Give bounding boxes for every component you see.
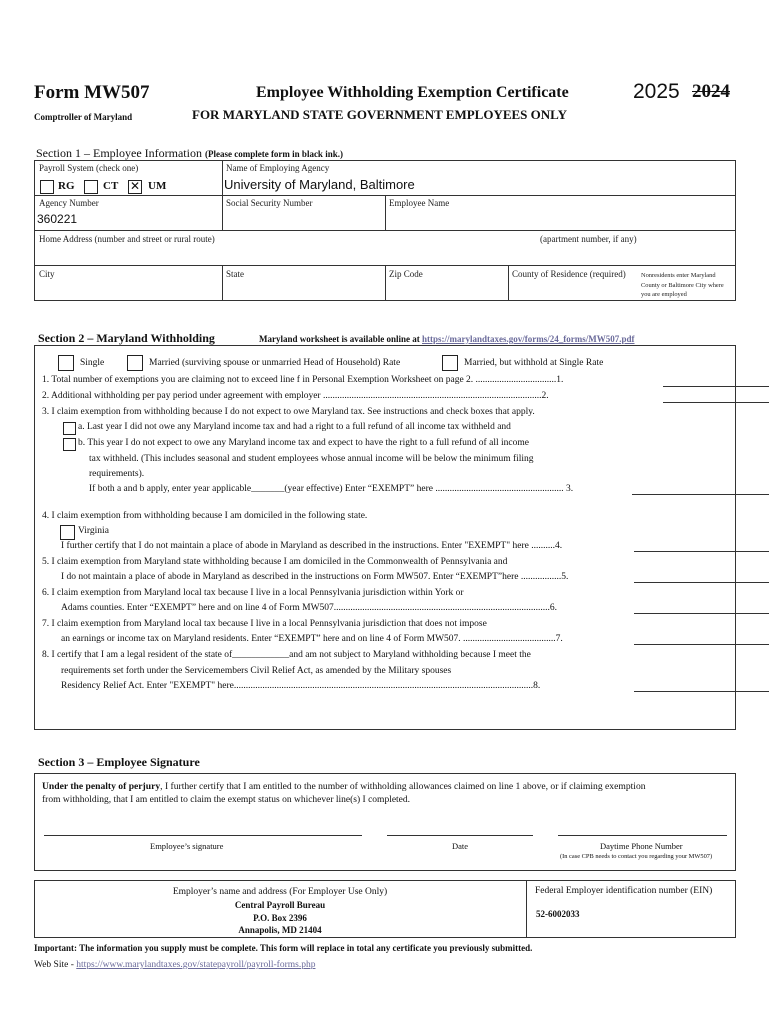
agency-number-field[interactable]: 360221 bbox=[37, 212, 78, 226]
zip-field[interactable] bbox=[387, 280, 505, 299]
line6-field[interactable] bbox=[634, 613, 769, 614]
line2-field[interactable] bbox=[663, 402, 769, 403]
line3c-text: If both a and b apply, enter year applicable_______(year effective) Enter “EXEMPT” here ...................................................... 3. bbox=[89, 484, 574, 494]
year-current: 2025 bbox=[633, 80, 680, 103]
employer-po-box: P.O. Box 2396 bbox=[253, 913, 307, 923]
county-label: County of Residence (required) bbox=[512, 269, 626, 279]
line2-text: 2. Additional withholding per pay period under agreement with employer ............................................................................................2. bbox=[42, 391, 549, 401]
line3a-checkbox[interactable] bbox=[63, 422, 76, 435]
line6b-text: Adams counties. Enter “EXEMPT” here and on line 4 of Form MW507...........................................................................................6. bbox=[61, 603, 558, 613]
perjury-bold: Under the penalty of perjury bbox=[42, 781, 161, 792]
line3a-text: a. Last year I did not owe any Maryland income tax and had a right to a full refund of all income tax withheld and bbox=[78, 422, 511, 432]
section1-heading bbox=[36, 146, 343, 161]
line8b-text: requirements set forth under the Servicemembers Civil Relief Act, as amended by the Military spouses bbox=[61, 666, 452, 676]
ein-value: 52-6002033 bbox=[536, 909, 580, 919]
website-link[interactable]: https://www.marylandtaxes.gov/statepayroll/payroll-forms.php bbox=[76, 960, 316, 970]
form-subtitle: FOR MARYLAND STATE GOVERNMENT EMPLOYEES ONLY bbox=[192, 107, 568, 122]
agency-name: Comptroller of Maryland bbox=[34, 112, 133, 122]
line4-virginia-checkbox[interactable] bbox=[60, 525, 75, 540]
payroll-um-label: UM bbox=[148, 180, 167, 192]
employing-agency-label: Name of Employing Agency bbox=[226, 163, 330, 173]
home-address-label: Home Address (number and street or rural route) bbox=[39, 234, 215, 244]
section2-title: Section 2 – Maryland Withholding bbox=[38, 331, 215, 345]
line3b-checkbox[interactable] bbox=[63, 438, 76, 451]
line3b-text-2: tax withheld. (This includes seasonal and student employees whose annual income will be below the minimum filing bbox=[89, 454, 534, 464]
line7-field[interactable] bbox=[634, 644, 769, 645]
line3b-text-3: requirements). bbox=[89, 469, 145, 479]
payroll-ct-checkbox[interactable] bbox=[84, 180, 98, 194]
line5-field[interactable] bbox=[634, 582, 769, 583]
line6-text: 6. I claim exemption from Maryland local tax because I live in a local Pennsylvania jurisdiction within York or bbox=[42, 588, 464, 598]
employing-agency-field[interactable]: University of Maryland, Baltimore bbox=[224, 177, 415, 192]
home-address-field[interactable] bbox=[36, 245, 732, 263]
section1-title: Section 1 – Employee Information bbox=[36, 146, 202, 160]
line1-field[interactable] bbox=[663, 386, 769, 387]
state-field[interactable] bbox=[224, 280, 382, 299]
year-struck: 2024 bbox=[692, 81, 730, 102]
employer-city: Annapolis, MD 21404 bbox=[238, 925, 322, 935]
line8c-text: Residency Relief Act. Enter "EXEMPT" here..............................................................................................................................8. bbox=[61, 681, 541, 691]
form-title: Employee Withholding Exemption Certificate bbox=[256, 84, 569, 101]
date-label: Date bbox=[452, 841, 469, 851]
city-field[interactable] bbox=[36, 280, 220, 299]
filing-single-checkbox[interactable] bbox=[58, 355, 74, 371]
phone-label: Daytime Phone Number bbox=[600, 841, 683, 851]
line5b-text: I do not maintain a place of abode in Maryland as described in the instructions on Form MW507. Enter “EXEMPT”here .................5. bbox=[61, 572, 569, 582]
line4-virginia-label: Virginia bbox=[78, 526, 109, 536]
line7-text: 7. I claim exemption from Maryland local tax because I live in a local Pennsylvania jurisdiction that does not impose bbox=[42, 619, 487, 629]
worksheet-link[interactable]: https://marylandtaxes.gov/forms/24_forms/MW507.pdf bbox=[422, 334, 635, 344]
payroll-ct-label: CT bbox=[103, 180, 119, 192]
payroll-rg-checkbox[interactable] bbox=[40, 180, 54, 194]
filing-married-single-rate-label: Married, but withhold at Single Rate bbox=[464, 358, 604, 368]
ssn-field[interactable] bbox=[223, 208, 383, 228]
state-label: State bbox=[226, 269, 244, 279]
employer-label: Employer’s name and address (For Employer Use Only) bbox=[172, 887, 388, 897]
ein-label: Federal Employer identification number (EIN) bbox=[535, 886, 713, 896]
perjury-statement bbox=[42, 781, 646, 792]
city-label: City bbox=[39, 269, 55, 279]
employer-name: Central Payroll Bureau bbox=[234, 900, 326, 910]
filing-single-label: Single bbox=[80, 358, 105, 368]
line1-text: 1. Total number of exemptions you are claiming not to exceed line f in Personal Exemption Worksheet on page 2. ..................................1. bbox=[42, 375, 564, 385]
line3b-text: b. This year I do not expect to owe any Maryland income tax and expect to have the right to a full refund of all income bbox=[78, 438, 529, 448]
payroll-um-checkbox[interactable]: ✕ bbox=[129, 179, 141, 193]
signature-field[interactable] bbox=[44, 835, 362, 836]
form-name: Form MW507 bbox=[34, 82, 150, 103]
phone-field[interactable] bbox=[558, 835, 727, 836]
perjury-text: , I further certify that I am entitled to the number of withholding allowances claimed on line 1 above, or if claiming exemption bbox=[160, 781, 646, 792]
line4-text: 4. I claim exemption from withholding because I am domiciled in the following state. bbox=[42, 511, 368, 521]
line3-text: 3. I claim exemption from withholding because I do not expect to owe Maryland tax. See instructions and check boxes that apply. bbox=[42, 407, 535, 417]
line5-text: 5. I claim exemption from Maryland state withholding because I am domiciled in the Commonwealth of Pennsylvania and bbox=[42, 557, 508, 567]
line8-field[interactable] bbox=[634, 691, 769, 692]
section3-title: Section 3 – Employee Signature bbox=[38, 755, 200, 769]
perjury-text-2: from withholding, that I am entitled to claim the exempt status on whichever line(s) I completed. bbox=[42, 795, 411, 805]
line4-field[interactable] bbox=[634, 551, 769, 552]
payroll-system-label: Payroll System (check one) bbox=[39, 163, 139, 173]
date-field[interactable] bbox=[387, 835, 533, 836]
ssn-label: Social Security Number bbox=[226, 198, 313, 208]
county-note: Nonresidents enter Maryland County or Baltimore City where you are employed bbox=[641, 272, 724, 298]
employee-name-label: Employee Name bbox=[389, 198, 450, 208]
employee-name-field[interactable] bbox=[386, 208, 734, 228]
line8-text: 8. I certify that I am a legal resident of the state of____________and am not subject to Maryland withholding because I meet the bbox=[42, 650, 531, 660]
phone-note: (In case CPB needs to contact you regarding your MW507) bbox=[560, 853, 713, 860]
filing-married-checkbox[interactable] bbox=[127, 355, 143, 371]
zip-label: Zip Code bbox=[389, 269, 423, 279]
line3-field[interactable] bbox=[632, 494, 769, 495]
worksheet-note bbox=[259, 334, 635, 344]
important-note: Important: The information you supply must be complete. This form will replace in total any certificate you previously submitted. bbox=[34, 943, 533, 953]
worksheet-note-text: Maryland worksheet is available online at bbox=[259, 334, 420, 344]
website-label: Web Site - bbox=[34, 960, 77, 970]
website-line bbox=[34, 960, 315, 970]
line4b-text: I further certify that I do not maintain a place of abode in Maryland as described in the instructions. Enter "EXEMPT" here ..........4. bbox=[61, 541, 563, 551]
filing-married-label: Married (surviving spouse or unmarried Head of Household) Rate bbox=[149, 358, 401, 368]
signature-label: Employee’s signature bbox=[150, 841, 224, 851]
section1-note: (Please complete form in black ink.) bbox=[204, 149, 343, 159]
line7b-text: an earnings or income tax on Maryland residents. Enter “EXEMPT” here and on line 4 of Form MW507. .......................................7. bbox=[61, 634, 563, 644]
agency-number-label: Agency Number bbox=[39, 198, 99, 208]
filing-married-single-rate-checkbox[interactable] bbox=[442, 355, 458, 371]
apartment-label: (apartment number, if any) bbox=[540, 234, 637, 244]
payroll-rg-label: RG bbox=[58, 180, 75, 192]
